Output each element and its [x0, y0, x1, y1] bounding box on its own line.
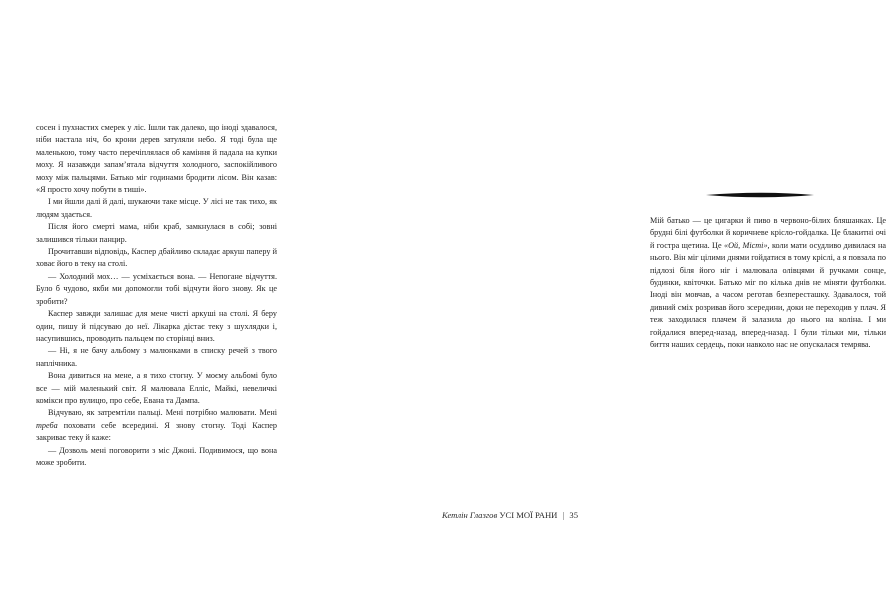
text-run: поховати себе всередині. Я знову стогну. Тоді Каспер закриває теку й каже: — [36, 420, 277, 443]
text-run: Відчуваю, як затремтіли пальці. Мені потрібно малювати. Мені — [48, 408, 277, 418]
text-run: І ми йшли далі й далі, шукаючи таке місце. У лісі не так тихо, як людям здається. — [36, 197, 277, 219]
footer-book-title: УСІ МОЇ РАНИ — [499, 510, 558, 520]
paragraph — [36, 407, 277, 444]
text-run: — Холодний мох… — усміхається вона. — Непогане відчуття. Було б чудово, якби ми допомогли тобі відчути його знову. Як це зробити? — [36, 271, 277, 306]
page-footer — [442, 510, 578, 520]
paragraph — [36, 445, 277, 470]
text-run: , коли мати осудливо дивилася на нього. Він міг цілими днями гойдатися в тому кріслі, а я повзала по підлозі біля його ніг і малювала олівцями й ручками сонце, будинки, квіточки. Батько міг по кілька днів не міняти футболки. Іноді він мовчав, а часом реготав безпересташку. Здавалося, той дивний сміх розривав його зсередини, доки не переходив у плач. Я теж заходилася плачем й залазила до нього на коліна. І ми гойдалися вперед-назад, вперед-назад. І були тільки ми, тільки биття наших сердець, поки навколо нас не опускалася темрява. — [650, 240, 886, 350]
right-page-text — [650, 215, 886, 351]
emphasis-text: «Ой, Місті» — [723, 240, 768, 250]
emphasis-text: треба — [36, 420, 58, 430]
text-run: Мій батько — це цигарки й пиво в червоно-білих бляшанках. Це брудні білі футболки й коричневе крісло-гойдалка. Це блакитні очі й гостра щетина. Це — [650, 216, 886, 250]
paragraph — [650, 215, 886, 351]
footer-author: Кетлін Глазгов — [441, 510, 498, 520]
left-page — [0, 0, 308, 616]
paragraph — [36, 345, 277, 370]
right-page — [308, 0, 886, 616]
text-run: Вона дивиться на мене, а я тихо стогну. У моєму альбомі було все — мій маленький світ. Я малювала Елліс, Майкі, невеличкі комікси про вулицю, про себе, Евана та Дампа. — [36, 371, 277, 405]
paragraph — [36, 370, 277, 407]
paragraph — [36, 221, 277, 246]
paragraph — [36, 308, 277, 345]
text-run: Каспер завжди залишає для мене чисті аркуші на столі. Я беру один, пишу й підсуваю до неї. Лікарка дістає теку з шухлядки і, насупившись, проводить пальцем по сторінці вниз. — [36, 309, 277, 343]
page-number: 35 — [569, 510, 578, 520]
text-run: Після його смерті мама, ніби краб, замкнулася в собі; зовні залишився тільки панцир. — [36, 222, 277, 244]
paragraph — [36, 122, 277, 196]
footer-separator: | — [562, 510, 565, 520]
text-run: сосен і пухнастих смерек у ліс. Ішли так далеко, що іноді здавалося, ніби настала ніч, бо крони дерев затуляли небо. Я тоді була ще маленькою, тому часто перечіплялася об каміння й падала на купки моху. Я назавжди запам’ятала відчуття холодного, заспокійливого моху між пальцями. Батько міг годинами бродити лісом. Він казав: «Я просто хочу побути в тиші». — [36, 123, 277, 195]
paragraph — [36, 271, 277, 308]
text-run: — Ні, я не бачу альбому з малюнками в списку речей з твого наплічника. — [36, 346, 277, 368]
left-page-text — [36, 122, 277, 469]
paragraph — [36, 196, 277, 221]
ornament-separator — [706, 192, 814, 198]
text-run: — Дозволь мені поговорити з міс Джоні. Подивимося, що вона може зробити. — [36, 445, 277, 467]
text-run: Прочитавши відповідь, Каспер дбайливо складає аркуш паперу й ховає його в теку на столі. — [36, 247, 277, 269]
paragraph — [36, 246, 277, 271]
